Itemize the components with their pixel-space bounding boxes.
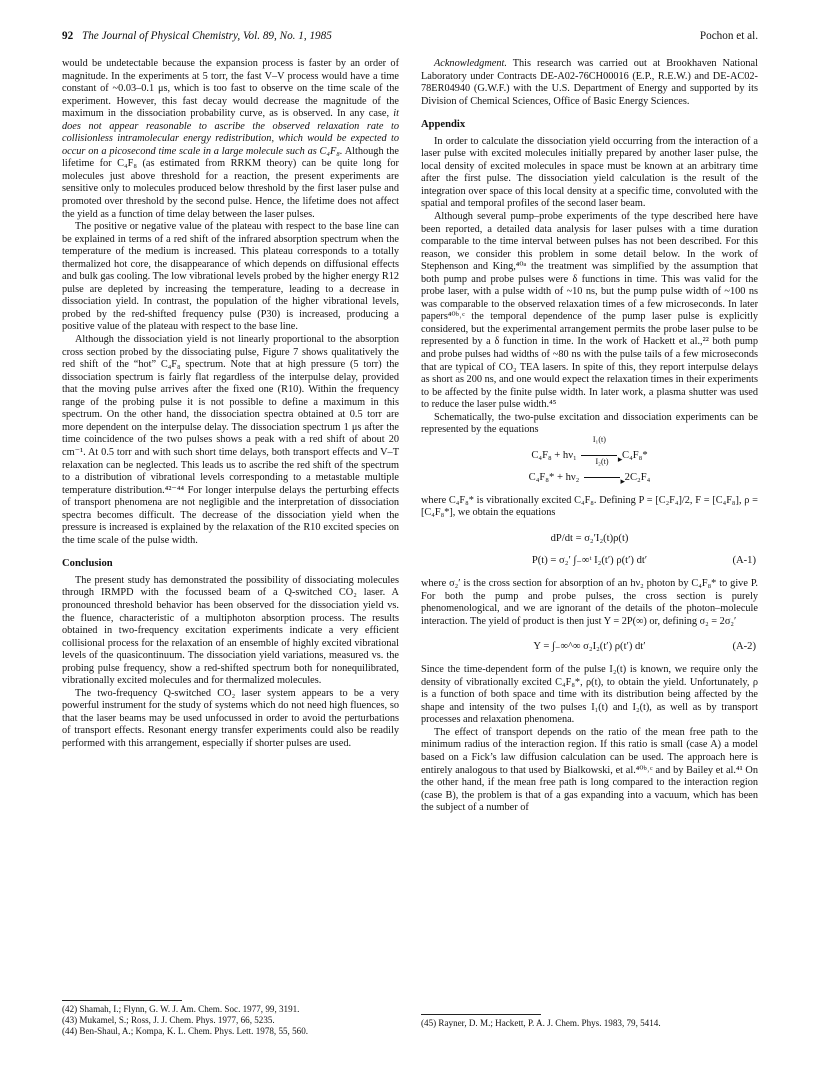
equation-rhs: 2C₂F₄: [624, 471, 651, 483]
paragraph-appendix-5: where σ₂′ is the cross section for absorption of an hν₂ photon by C₄F₈* to give P. For both the pump and probe pulses, the cross section is purely phenomenological, and we are ignorant of the details of the photon–molecule interaction. The yield of product is then just Y = 2P(∞) or, defining σ₂ = 2σ₂′: [421, 577, 758, 627]
footnote-rule-left: [62, 1000, 182, 1001]
paragraph-red-shift: Although the dissociation yield is not linearly proportional to the absorption cross section probed by the dissociating pulse, Figure 7 shows qualitatively the red shift of the “hot” C₄F₈ spectrum. Note that at high pressure (5 torr) the dissociation spectrum is fairly flat regardless of the interpulse delay, provided that the moving pulse arrives after the fixed one (R10). Within the frequency range of the probing pulse it is not possible to define a maximum in this spectrum. On the other hand, the dissociation spectra obtained at 0.5 torr are more dependent on the interpulse delay. The dissociation spectrum 1 μs after the time coincidence of the two pulses shows a peak with a red shift of about 20 cm⁻¹. At 0.5 torr and with such short time delays, both transport effects and V–T relaxation can be neglected. This leads us to ascribe the red shift of the spectrum to a distribution of vibrational levels corresponding to a metastable multiple temperature distribution.⁴²⁻⁴⁴ For longer interpulse delays the perturbing effects of transport phenomena are not negligible and the interpretation of dissociation spectra becomes difficult. The decrease of the dissociation yield when the pressure is increased is explained by the relaxation of the R10 excited species on the time scale of the pulse width.: [62, 334, 399, 546]
equation-lhs: C₄F₈* + hν₂: [528, 471, 580, 483]
footnotes-left: [62, 1004, 308, 1038]
paragraph-plateau: The positive or negative value of the plateau with respect to the base line can be explained in terms of a red shift of the infrared absorption spectrum when the temperature of the medium is increased. This plateau corresponds to a totally thermalized hot core, the disappearance of which depends on diffusional effects and bulk gas cooling. The low vibrational levels probed by the higher energy R12 pulse are depleted by increasing the temperature, leading to a decrease in dissociation yield. In contrast, the population of the higher vibrational levels, probed by the red-shifted frequency pulse (P30) is increased, producing a positive value of the plateau with respect to the base line.: [62, 221, 399, 333]
paragraph-appendix-1: In order to calculate the dissociation yield occurring from the interaction of a laser pulse with excited molecules initially prepared by another laser pulse, the local density of excited molecules in space must be known at an arbitrary time after the first pulse. The dissociation yield calculation is the result of the integration over space of this local density at a specific time, convoluted with the spatial and temporal profiles of the second laser beam.: [421, 135, 758, 210]
acknowledgment: [421, 58, 758, 108]
equation-probe: [421, 456, 758, 489]
rate-equations: [421, 528, 758, 572]
conclusion-heading: Conclusion: [62, 558, 113, 570]
appendix-heading: Appendix: [421, 119, 466, 131]
equation-text: Y = ∫₋∞^∞ σ₂I₂(t′) ρ(t′) dt′: [533, 641, 646, 653]
footnote-rule-right: [421, 1014, 541, 1015]
acknowledgment-text: This research was carried out at Brookhaven National Laboratory under Contracts DE-A02-76CH00016 (E.P., R.E.W.) and DE-AC02-78ER04940 (G.W.F.) with the U.S. Department of Energy and supported by its Division of Chemical Sciences, Office of Basic Energy Sciences.: [421, 58, 758, 107]
text-run: Although the lifetime for C₄F₈ (as estimated from RRKM theory) can be quite long for molecules just above threshold for a reaction, the present experiments are sensitive only to molecules produced below threshold by the first laser pulse and promoted over threshold by the second pulse. Hence, the lifetime does not affect the yield as a function of time delay between the laser pulses.: [62, 145, 399, 220]
paragraph-appendix-6: Since the time-dependent form of the pulse I₂(t) is known, we require only the density of vibrationally excited C₄F₈*, ρ(t), to obtain the yield. Unfortunately, ρ is a function of both space and time with its distribution being affected by the shape and intensity of the two pulses I₁(t) and I₂(t), as well as by transport processes and relaxation phenomena.: [421, 664, 758, 726]
text-run: would be undetectable because the expansion process is faster by an order of magnitude. In the experiments at 5 torr, the fast V–V process would have a time constant of ~0.03–0.1 μs, which is too fast to observe on the time scale of the experiment. However, this fast decay would decrease the magnitude of the maximum in the dissociation probability curve, as is observed. In any case,: [62, 58, 399, 120]
footnote: (45) Rayner, D. M.; Hackett, P. A. J. Chem. Phys. 1983, 79, 5414.: [421, 1018, 661, 1028]
equation-lhs: C₄F₈ + hν₁: [531, 449, 577, 461]
right-column: [421, 58, 758, 815]
equation-text: P(t) = σ₂′ ∫₋∞ᵗ I₂(t′) ρ(t′) dt′: [531, 554, 648, 566]
equation-text: dP/dt = σ₂′I₂(t)ρ(t): [550, 532, 629, 544]
footnote: (42) Shamah, I.; Flynn, G. W. J. Am. Chem. Soc. 1977, 99, 3191.: [62, 1004, 300, 1014]
equation-number: (A-2): [732, 641, 756, 653]
paragraph-appendix-3: Schematically, the two-pulse excitation and dissociation experiments can be represented by the equations: [421, 411, 758, 436]
footnote: (43) Mukamel, S.; Ross, J. J. Chem. Phys. 1977, 66, 5235.: [62, 1015, 275, 1026]
left-column: [62, 58, 399, 751]
equation-number: (A-1): [732, 554, 756, 566]
page-header: [62, 30, 758, 46]
reaction-equations: [421, 434, 758, 489]
footnotes-right: [421, 1018, 661, 1029]
footnote: (44) Ben-Shaul, A.; Kompa, K. L. Chem. Phys. Lett. 1978, 55, 560.: [62, 1026, 309, 1037]
italic-text-run: it does not appear reasonable to ascribe the observed relaxation rate to collisionless intramolecular energy redistribution, which would be expected to occur on a picosecond time scale in a large molecule such as C₄F₈.: [62, 108, 399, 157]
paragraph-appendix-7: The effect of transport depends on the ratio of the mean free path to the minimum radius of the interaction region. If this ratio is small (case A) a model based on a Fick’s law diffusion calculation can be used. The approach here is entirely analogous to that used by Bialkowski, et al.⁴⁰ᵇ˒ᶜ and by Bailey et al.⁴¹ On the other hand, if the mean free path is long compared to the interaction region (case B), the problem is that of a gas expanding into a vacuum, which has been the subject of a number of: [421, 726, 758, 814]
acknowledgment-label: Acknowledgment.: [434, 58, 507, 69]
arrow-label: I₂(t): [595, 456, 609, 466]
page-number: 92: [62, 30, 74, 42]
paragraph-appendix-4: where C₄F₈* is vibrationally excited C₄F₈. Defining P = [C₂F₄]/2, F = [C₄F₈], ρ = [C₄F₈*], we obtain the equations: [421, 494, 758, 519]
yield-equation: [421, 636, 758, 658]
running-head-authors: Pochon et al.: [699, 30, 758, 42]
equation-a1: [421, 550, 758, 572]
equation-rhs: C₄F₈*: [622, 449, 648, 461]
journal-citation: The Journal of Physical Chemistry, Vol. 89, No. 1, 1985: [81, 30, 332, 42]
equation-rate: [421, 528, 758, 550]
running-head-left: [62, 30, 332, 42]
arrow-label: I₁(t): [592, 434, 606, 444]
reaction-arrow: [582, 456, 622, 489]
paragraph-relaxation: [62, 58, 399, 221]
equation-a2: [421, 636, 758, 658]
paragraph-conclusion-2: The two-frequency Q-switched CO₂ laser system appears to be a very powerful instrument for the study of systems which do not need high fluences, so that the laser beams may be used unfocussed in order to avoid the perturbations of transport effects. Resonant energy transfer experiments could also be readily performed with this arrangement, especially if shorter pulses are used.: [62, 687, 399, 749]
paragraph-conclusion-1: The present study has demonstrated the possibility of dissociating molecules through IRMPD with the focussed beam of a Q-switched CO₂ laser. A pronounced threshold behavior has been observed for the dissociation yield vs. the fluence, characteristic of a multiphoton absorption process. The results obtained in two-frequency excitation experiments indicate a very efficient collisional process for the relaxation of an ensemble of highly excited vibrational levels of the quasicontinuum. The dissociation yield variations, measured vs. the probing pulse frequency, show a red-shifted spectrum both for nonequilibrated, vibrationally excited molecules and for thermalized molecules.: [62, 574, 399, 687]
paragraph-appendix-2: Although several pump–probe experiments of the type described here have been reported, a detailed data analysis for laser pulses with a time duration comparable to the time interval between pulses has not been described. For this reason, we consider this problem in some detail below. In the work of Stephenson and King,⁴⁰ᵃ the treatment was simplified by the assumption that both pump and probe pulses were δ functions in time. This was valid for the probe laser, with a pulse width of ~10 ns, but the pump pulse width of ~100 ns was comparable to the observed relaxation times of a few microseconds. In later papers⁴⁰ᵇ˒ᶜ the temporal dependence of the pump laser pulse is explicitly considered, but the experimental arrangement permits the probe laser pulse to be represented by a δ function in time. In the work of Hackett et al.,²² both pump and probe pulses had widths of ~80 ns with the pulse tails of a few microseconds that are typical of CO₂ TEA lasers. In spite of this, they report interpulse delays as short as 200 ns, and one would expect the relaxation times in their experiments to be affected by the finite pulse width. In later work, a plasma shutter was used to reduce the laser pulse width.⁴⁵: [421, 211, 758, 411]
